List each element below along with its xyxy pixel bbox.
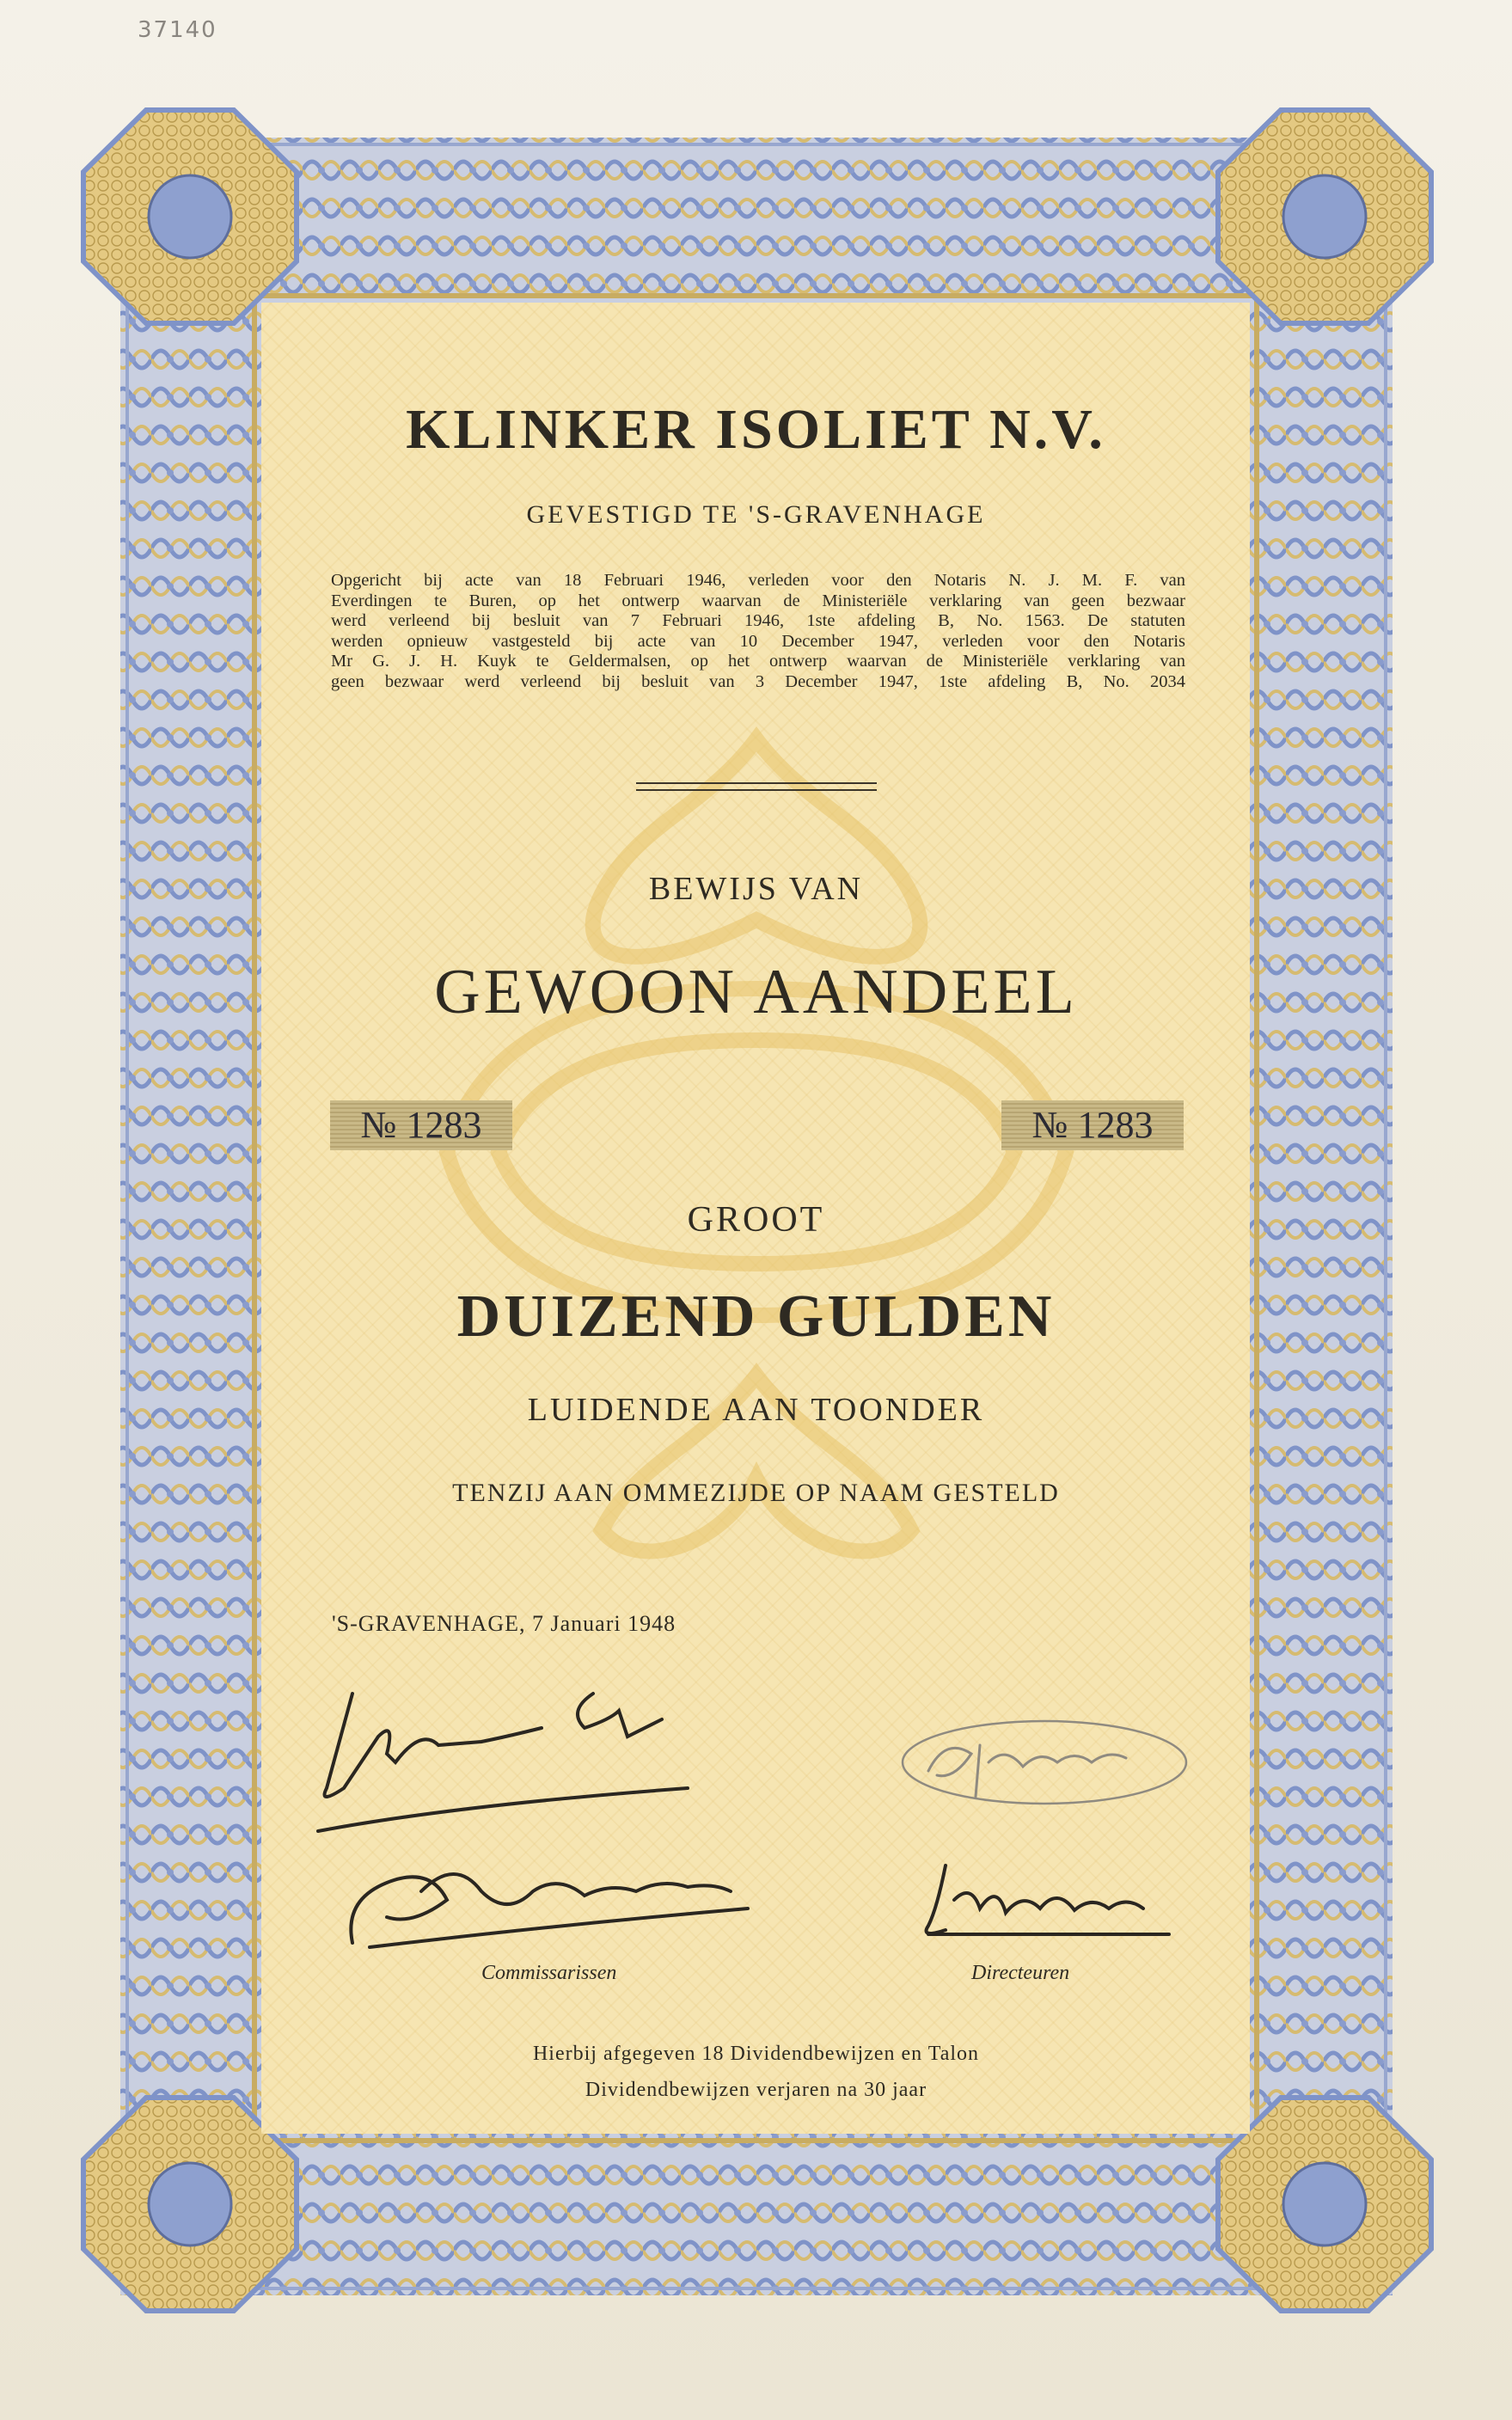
corner-rosette-bottom-right — [1218, 2098, 1431, 2311]
company-name: KLINKER ISOLIET N.V. — [406, 398, 1106, 461]
expiry-note: Dividendbewijzen verjaren na 30 jaar — [585, 2079, 927, 2101]
corner-rosette-top-left — [83, 110, 297, 323]
place-and-date: 'S-GRAVENHAGE, 7 Januari 1948 — [332, 1611, 676, 1636]
preamble-line: geen bezwaar werd verleend bij besluit van 3 December 1947, 1ste afdeling B, No. 2034 — [331, 671, 1185, 691]
preamble-line: Opgericht bij acte van 18 Februari 1946, verleden voor den Notaris N. J. M. F. van — [331, 571, 1185, 590]
registration-clause: TENZIJ AAN OMMEZIJDE OP NAAM GESTELD — [452, 1479, 1060, 1507]
corner-rosette-top-right — [1218, 110, 1431, 323]
signature-commissaris-2 — [335, 1831, 765, 1960]
serial-number-left: № 1283 — [330, 1100, 512, 1150]
coupons-note: Hierbij afgegeven 18 Dividendbewijzen en Talon — [532, 2043, 980, 2065]
signature-directeur-2 — [911, 1848, 1186, 1951]
directors-label: Directeuren — [971, 1962, 1070, 1984]
commissioners-label: Commissarissen — [481, 1962, 617, 1984]
divider-rule-upper — [636, 782, 877, 784]
top-band — [120, 138, 1393, 309]
share-type: GEWOON AANDEEL — [434, 957, 1078, 1027]
preamble-line: Everdingen te Buren, op het ontwerp waarvan de Ministeriële verklaring van geen bezwaar — [331, 591, 1185, 610]
certificate-of-label: BEWIJS VAN — [648, 871, 864, 907]
pencil-note: 37140 — [138, 17, 217, 43]
signature-commissaris-1 — [284, 1659, 731, 1848]
preamble-line: werd verleend bij besluit van 7 Februari 1946, 1ste afdeling B, No. 1563. De statuten — [331, 611, 1185, 630]
nominal-amount: DUIZEND GULDEN — [456, 1284, 1056, 1350]
company-seat: GEVESTIGD TE 'S-GRAVENHAGE — [526, 500, 986, 529]
size-label: GROOT — [687, 1200, 825, 1240]
preamble-line: Mr G. J. H. Kuyk te Geldermalsen, op het ontwerp waarvan de Ministeriële verklaring van — [331, 652, 1185, 671]
bearer-clause: LUIDENDE AAN TOONDER — [527, 1392, 985, 1428]
serial-number-right: № 1283 — [1001, 1100, 1184, 1150]
signature-directeur-1 — [894, 1711, 1195, 1814]
preamble-line: werden opnieuw vastgesteld bij acte van 10 December 1947, verleden voor den Notaris — [331, 631, 1185, 651]
divider-rule-lower — [636, 789, 877, 791]
incorporation-preamble — [331, 571, 1185, 692]
bottom-band — [120, 2123, 1393, 2295]
